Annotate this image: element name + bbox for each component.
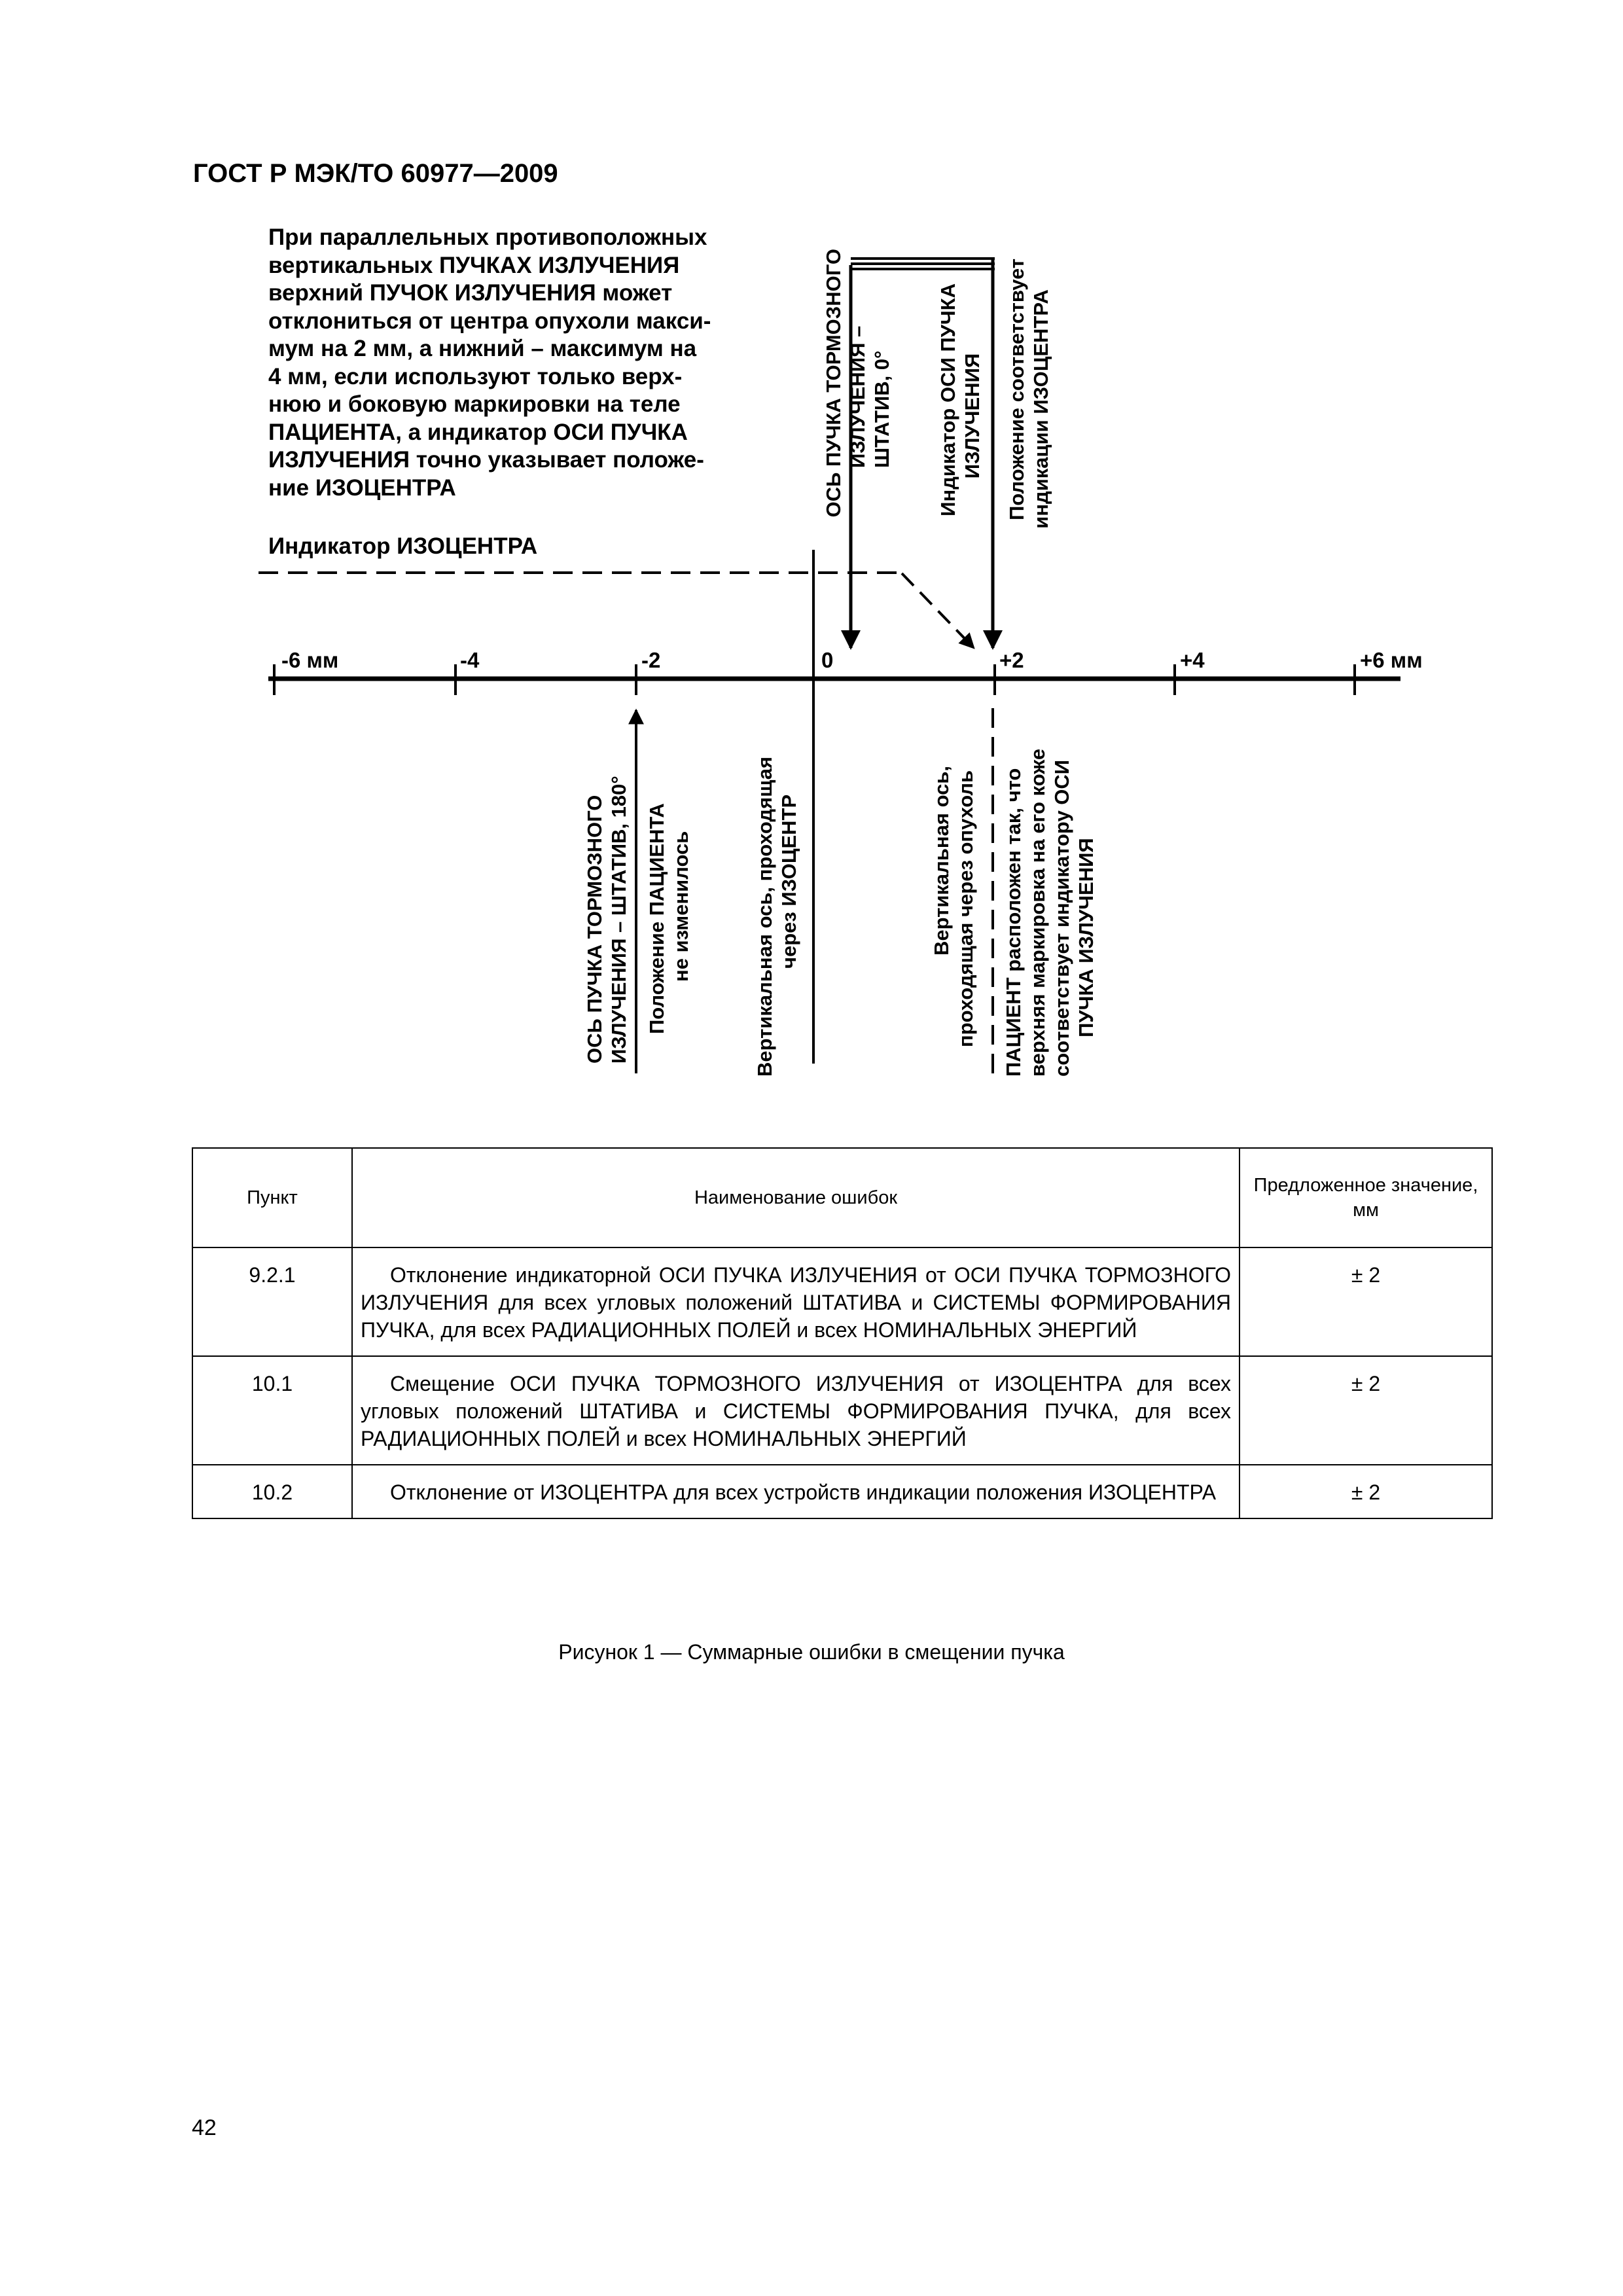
- isocenter-indicator-label: Индикатор ИЗОЦЕНТРА: [268, 533, 538, 559]
- table-row: 9.2.1 Отклонение индикаторной ОСИ ПУЧКА ИЗЛУЧЕНИЯ от ОСИ ПУЧКА ТОРМОЗНОГО ИЗЛУЧЕНИЯ для всех угловых положений ШТАТИВА и СИСТЕМЫ ФОРМИРОВАНИЯ ПУЧКА, для всех РАДИАЦИОННЫХ ПОЛЕЙ и всех НОМИНАЛЬНЫХ ЭНЕРГИЙ ± 2: [192, 1247, 1492, 1356]
- header-value: Предложенное значение, мм: [1240, 1148, 1492, 1247]
- label-beam-axis-180: ОСЬ ПУЧКА ТОРМОЗНОГО ИЗЛУЧЕНИЯ – ШТАТИВ, 180°: [583, 776, 630, 1064]
- isocenter-diagonal-arrow: [902, 573, 974, 648]
- tick-label: +6 мм: [1360, 648, 1423, 672]
- document-header: ГОСТ Р МЭК/ТО 60977—2009: [193, 159, 558, 188]
- label-position-matches: Положение соответствует индикации ИЗОЦЕНТРА: [1005, 259, 1052, 529]
- tick-label: 0: [821, 648, 834, 672]
- tick-label: -6 мм: [281, 648, 339, 672]
- figure-caption: Рисунок 1 — Суммарные ошибки в смещении пучка: [558, 1640, 1065, 1664]
- label-beam-axis-0: ОСЬ ПУЧКА ТОРМОЗНОГО ИЗЛУЧЕНИЯ – ШТАТИВ, 0°: [822, 249, 893, 518]
- header-name: Наименование ошибок: [352, 1148, 1240, 1247]
- errors-table: [192, 1147, 1493, 1519]
- note-text: При параллельных противоположных вертикальных ПУЧКАХ ИЗЛУЧЕНИЯ верхний ПУЧОК ИЗЛУЧЕНИЯ может отклониться от центра опухоли макси- мум на 2 мм, а нижний – максимум на 4 мм, если используют только верх- нюю и боковую маркировки на теле ПАЦИЕНТА, а индикатор ОСИ ПУЧКА ИЗЛУЧЕНИЯ точно указывает положе- ние ИЗОЦЕНТРА: [268, 224, 711, 501]
- table-row: 10.2 Отклонение от ИЗОЦЕНТРА для всех устройств индикации положения ИЗОЦЕНТРА ± 2: [192, 1465, 1492, 1518]
- label-beam-axis-indicator: Индикатор ОСИ ПУЧКА ИЗЛУЧЕНИЯ: [936, 283, 984, 516]
- tick-label: +2: [999, 648, 1024, 672]
- tick-label: -2: [641, 648, 661, 672]
- tick-label: -4: [460, 648, 480, 672]
- tick-label: +4: [1180, 648, 1205, 672]
- header-item: Пункт: [192, 1148, 352, 1247]
- label-patient-marking: ПАЦИЕНТ расположен так, что верхняя маркировка на его коже соответствует индикатору ОСИ ПУЧКА ИЗЛУЧЕНИЯ: [1002, 748, 1097, 1077]
- table-row: 10.1 Смещение ОСИ ПУЧКА ТОРМОЗНОГО ИЗЛУЧЕНИЯ от ИЗОЦЕНТРА для всех угловых положений ШТАТИВА и СИСТЕМЫ ФОРМИРОВАНИЯ ПУЧКА, для всех РАДИАЦИОННЫХ ПОЛЕЙ и всех НОМИНАЛЬНЫХ ЭНЕРГИЙ ± 2: [192, 1356, 1492, 1465]
- page-number: 42: [192, 2115, 217, 2140]
- table-header-row: [192, 1148, 1492, 1247]
- label-vertical-isocenter: Вертикальная ось, проходящая через ИЗОЦЕНТР: [753, 756, 800, 1077]
- label-vertical-tumor: Вертикальная ось, проходящая через опухоль: [930, 765, 977, 1047]
- label-patient-unchanged: Положение ПАЦИЕНТА не изменилось: [645, 803, 692, 1034]
